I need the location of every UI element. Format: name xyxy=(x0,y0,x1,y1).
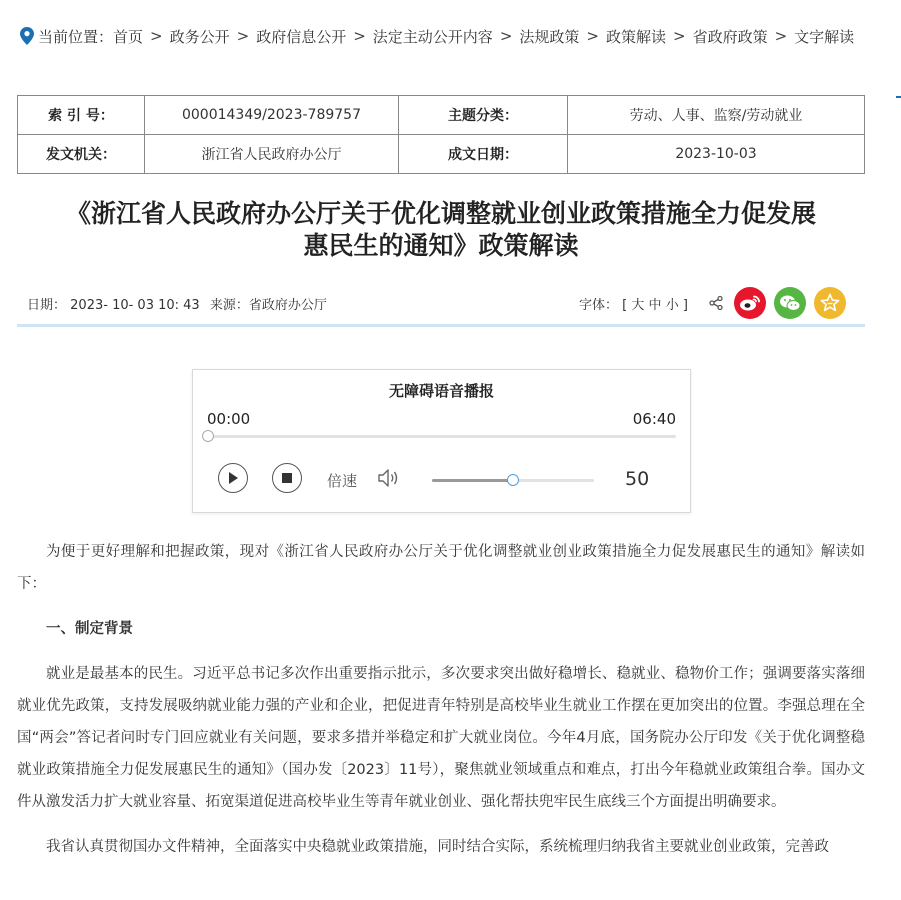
progress-track[interactable] xyxy=(207,435,676,438)
date-label: 日期： xyxy=(27,298,67,313)
table-row xyxy=(18,135,865,174)
page-title-line-1: 《浙江省人民政府办公厅关于优化调整就业创业政策措施全力促发展 xyxy=(65,199,816,228)
current-time: 00:00 xyxy=(207,410,251,428)
date-label: 成文日期： xyxy=(399,135,568,174)
breadcrumb-separator: > xyxy=(586,27,599,45)
stop-icon xyxy=(281,472,293,484)
source-label: 来源： xyxy=(209,298,249,313)
accessibility-audio-player xyxy=(192,369,691,513)
wechat-icon xyxy=(779,294,801,312)
weibo-icon xyxy=(739,294,761,312)
breadcrumb-item-home[interactable]: 首页 xyxy=(113,27,144,46)
issuer-value: 浙江省人民政府办公厅 xyxy=(145,135,399,174)
breadcrumb-item-policy-interpretation[interactable]: 政策解读 xyxy=(605,27,666,46)
body-paragraph: 我省认真贯彻国办文件精神，全面落实中央稳就业政策措施，同时结合实际，系统梳理归纳我省主要就业创业政策，完善政 xyxy=(46,839,829,855)
font-size-medium-button[interactable]: 中 xyxy=(648,298,662,313)
volume-fill xyxy=(432,479,513,482)
info-bar-divider xyxy=(17,324,865,327)
font-bracket-close: ] xyxy=(682,298,688,313)
breadcrumb-separator: > xyxy=(236,27,250,45)
total-duration: 06:40 xyxy=(632,410,676,428)
breadcrumb-separator: > xyxy=(774,27,788,45)
font-size-large-button[interactable]: 大 xyxy=(631,298,645,313)
breadcrumb-item-provincial-policy[interactable]: 省政府政策 xyxy=(692,27,768,46)
issuer-label: 发文机关： xyxy=(18,135,145,174)
progress-handle[interactable] xyxy=(202,430,214,442)
breadcrumb-separator: > xyxy=(150,27,163,45)
breadcrumb-prefix: 当前位置： xyxy=(38,27,114,46)
breadcrumb-separator: > xyxy=(499,27,513,45)
source-value: 省政府办公厅 xyxy=(248,298,327,313)
publish-info xyxy=(27,294,327,313)
star-icon xyxy=(820,293,840,313)
date-value: 2023-10-03 xyxy=(568,135,865,174)
topic-label: 主题分类： xyxy=(399,96,568,135)
play-button[interactable] xyxy=(218,463,248,493)
volume-handle[interactable] xyxy=(507,474,519,486)
weibo-share-button[interactable] xyxy=(734,287,766,319)
index-label: 索 引 号： xyxy=(18,96,145,135)
audio-player-title: 无障碍语音播报 xyxy=(388,382,494,400)
publish-date: 2023- 10- 03 10: 43 xyxy=(70,298,200,313)
intro-paragraph: 为便于更好理解和把握政策，现对《浙江省人民政府办公厅关于优化调整就业创业政策措施全力促发展惠民生的通知》解读如下： xyxy=(17,544,865,592)
share-icon[interactable] xyxy=(708,295,724,311)
index-value: 000014349/2023-789757 xyxy=(145,96,399,135)
article-body xyxy=(17,536,865,863)
page-title-line-2: 惠民生的通知》政策解读 xyxy=(303,231,579,260)
volume-icon[interactable] xyxy=(377,467,401,489)
breadcrumb-separator: > xyxy=(673,27,686,45)
playback-speed-button[interactable]: 倍速 xyxy=(327,472,358,490)
play-icon xyxy=(227,471,239,485)
wechat-share-button[interactable] xyxy=(774,287,806,319)
favorite-button[interactable] xyxy=(814,287,846,319)
body-paragraph: 就业是最基本的民生。习近平总书记多次作出重要指示批示，多次要求突出做好稳增长、稳就业、稳物价工作；强调要落实落细就业优先政策，支持发展吸纳就业能力强的产业和企业，把促进青年特别是高校毕业生就业工作摆在更加突出的位置。李强总理在全国“两会”答记者问时专门回应就业有关问题，要求多措并举稳定和扩大就业岗位。今年4月底，国务院办公厅印发《关于优化调整稳就业政策措施全力促发展惠民生的通知》（国办发〔2023〕11号），聚焦就业领域重点和难点，打出今年稳就业政策组合拳。国办文件从激发活力扩大就业容量、拓宽渠道促进高校毕业生等青年就业创业、强化帮扶兜牢民生底线三个方面提出明确要求。 xyxy=(17,666,865,810)
breadcrumb-item-regulations[interactable]: 法规政策 xyxy=(519,27,580,46)
volume-value: 50 xyxy=(625,468,650,490)
breadcrumb-item-text-interpretation[interactable]: 文字解读 xyxy=(794,27,855,46)
breadcrumb-item-gov-affairs[interactable]: 政务公开 xyxy=(169,27,230,46)
breadcrumb-separator: > xyxy=(353,27,366,45)
font-size-switcher xyxy=(579,294,688,313)
font-size-label: 字体： xyxy=(579,298,619,313)
page-title xyxy=(17,198,865,262)
section-heading: 一、制定背景 xyxy=(46,621,133,637)
edge-accent-line xyxy=(896,96,901,98)
table-row xyxy=(18,96,865,135)
breadcrumb xyxy=(20,24,854,48)
article-info-bar xyxy=(17,286,865,324)
breadcrumb-item-gov-info[interactable]: 政府信息公开 xyxy=(256,27,347,46)
stop-button[interactable] xyxy=(272,463,302,493)
document-metadata-table xyxy=(17,95,865,174)
location-pin-icon xyxy=(20,27,34,45)
breadcrumb-item-statutory[interactable]: 法定主动公开内容 xyxy=(372,27,493,46)
topic-value: 劳动、人事、监察/劳动就业 xyxy=(568,96,865,135)
font-size-small-button[interactable]: 小 xyxy=(665,298,679,313)
font-bracket-open: [ xyxy=(622,298,628,313)
